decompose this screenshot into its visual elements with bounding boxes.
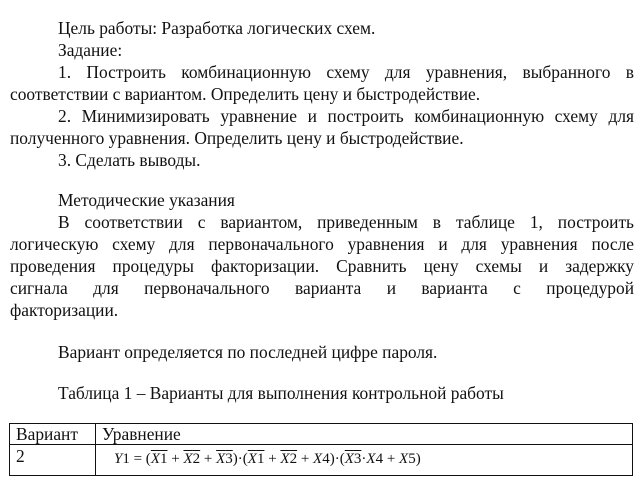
task-1-line-1: 1. Построить комбинационную схему для уравнения, выбранного в xyxy=(58,62,634,82)
table-caption: Таблица 1 – Варианты для выполнения контрольной работы xyxy=(58,383,504,403)
guidelines-heading: Методические указания xyxy=(58,190,235,210)
table-header-row xyxy=(10,424,633,445)
guidelines-line-1: В соответствии с вариантом, приведенным в таблице 1, построить xyxy=(58,212,634,232)
task-1-line-2: соответствии с вариантом. Определить цену и быстродействие. xyxy=(10,84,481,104)
guidelines-line-5: факторизации. xyxy=(10,300,119,320)
variants-table xyxy=(9,423,633,476)
task-heading: Задание: xyxy=(58,40,123,60)
header-variant: Вариант xyxy=(10,424,96,445)
variant-note: Вариант определяется по последней цифре пароля. xyxy=(58,342,438,362)
equation-formula: Y1 = (X1 + X2 + X3)·(X1 + X2 + X4)·(X3·X4 + X5) xyxy=(114,451,421,467)
cell-equation xyxy=(96,445,633,476)
cell-variant: 2 xyxy=(10,445,96,476)
task-3: 3. Сделать выводы. xyxy=(58,150,201,170)
goal-line: Цель работы: Разработка логических схем. xyxy=(58,18,376,38)
header-equation: Уравнение xyxy=(96,424,633,445)
task-2-line-2: полученного уравнения. Определить цену и быстродействие. xyxy=(10,128,464,148)
guidelines-line-4: сигнала для первоначального варианта и варианта с процедурой xyxy=(10,278,634,298)
guidelines-line-2: логическую схему для первоначального уравнения и для уравнения после xyxy=(10,234,634,254)
guidelines-line-3: проведения процедуры факторизации. Сравнить цену схемы и задержку xyxy=(10,256,634,276)
table-row xyxy=(10,445,633,476)
task-2-line-1: 2. Минимизировать уравнение и построить комбинационную схему для xyxy=(58,106,634,126)
